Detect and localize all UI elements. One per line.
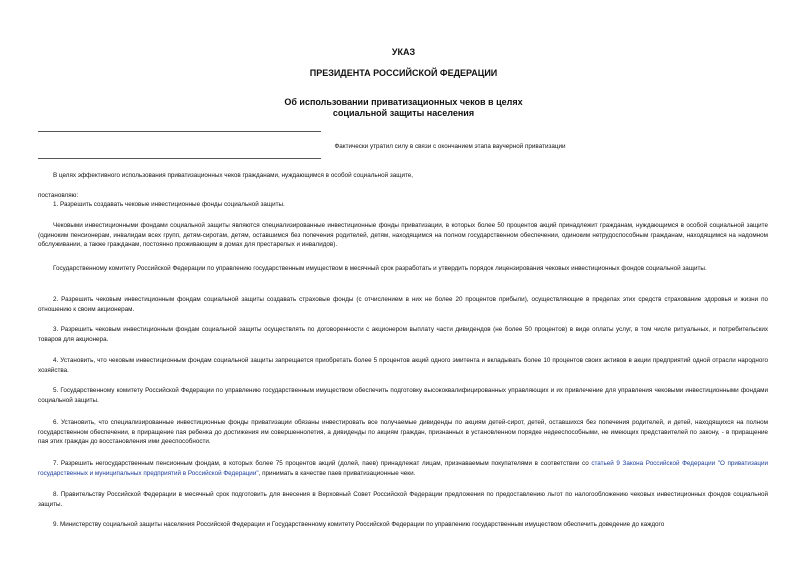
doc-subtitle-line1: Об использовании приватизационных чеков в целях xyxy=(284,97,523,107)
paragraph-5: 5. Государственному комитету Российской Федерации по управлению государственным имуществом обеспечить подготовку высококвалифицированных управляющих и их привлечение для управления чековыми инвестиционными фондами социальной защиты. xyxy=(38,387,768,404)
intro-paragraph: В целях эффективного использования приватизационных чеков гражданами, нуждающимся в особой социальной защите, xyxy=(53,172,414,179)
paragraph-8: 8. Правительству Российской Федерации в месячный срок подготовить для внесения в Верховный Совет Российской Федерации предложения по предоставлению льгот по налогообложению чековых инвестиционных фондов социальной защиты. xyxy=(38,491,768,508)
status-note: Фактически утратил силу в связи с окончанием этапа ваучерной приватизации xyxy=(334,143,566,150)
doc-title-president: ПРЕЗИДЕНТА РОССИЙСКОЙ ФЕДЕРАЦИИ xyxy=(309,68,498,78)
paragraph-4: 4. Установить, что чековым инвестиционным фондам социальной защиты запрещается приобретать более 5 процентов акций одного эмитента и вкладывать более 10 процентов своих активов в акции предприятий одной отрасли народного хозяйства. xyxy=(38,357,768,374)
paragraph-1: 1. Разрешить создавать чековые инвестиционные фонды социальной защиты. xyxy=(53,201,285,208)
paragraph-1b: Чековыми инвестиционными фондами социальной защиты являются специализированные инвестиционные фонды приватизации, в которых более 50 процентов акций принадлежит гражданам, нуждающимся в особой социальной защите (одиноким пенсионерам, инвалидам всех групп, детям-сиротам, детям, оставшимся без попечения родителей, детям, находящимся на полном государственном обеспечении, одиноким нетрудоспособным гражданам, находящимся на надомном обслуживании, а также гражданам, постоянно проживающим в домах для престарелых и инвалидов). xyxy=(38,222,768,248)
paragraph-3: 3. Разрешить чековым инвестиционным фондам социальной защиты осуществлять по договоренности с акционером выплату части дивидендов (не более 50 процентов) в виде оплаты услуг, в том числе ритуальных, и потребительских товаров для акционера. xyxy=(38,326,768,343)
paragraph-9: 9. Министерству социальной защиты населения Российской Федерации и Государственному комитету Российской Федерации по управлению государственным имуществом обеспечить доведение до каждого xyxy=(53,521,665,528)
doc-subtitle-line2: социальной защиты населения xyxy=(332,108,475,118)
divider-bottom xyxy=(38,158,321,159)
paragraph-7-text-end: , принимать в качестве паев приватизационные чеки. xyxy=(258,469,416,477)
paragraph-6: 6. Установить, что специализированные инвестиционные фонды приватизации обязаны инвестировать все получаемые дивиденды по акциям детей-сирот, детей, оставшихся без попечения родителей, и детей, находящихся на полном государственном обеспечении, в приращение пая ребенка до достижения им совершеннолетия, а дивиденды по акциям граждан, признанных в установленном порядке недееспособными, не имеющих представителей по закону, - в приращение пая этих граждан до восстановления ими дееспособности. xyxy=(38,419,768,445)
doc-title-decree: УКАЗ xyxy=(391,47,416,57)
paragraph-7 xyxy=(38,459,768,478)
decree-word: постановляю: xyxy=(38,192,79,199)
paragraph-1c: Государственному комитету Российской Федерации по управлению государственным имуществом в месячный срок разработать и утвердить порядок лицензирования чековых инвестиционных фондов социальной защиты. xyxy=(53,265,707,272)
divider-top xyxy=(38,131,321,132)
law-article-link[interactable]: статьей 9 Закона Российской Федерации "О приватизации государственных и муниципальных предприятий в Российской Федерации" xyxy=(38,460,768,477)
paragraph-7-text-start: 7. Разрешить негосударственным пенсионным фондам, в которых более 75 процентов акций (долей, паев) принадлежат лицам, признаваемым покупателями в соответствии со xyxy=(53,460,592,467)
paragraph-2: 2. Разрешить чековым инвестиционным фондам социальной защиты создавать страховые фонды (с отчислением в них не более 20 процентов прибыли), осуществляющие в пределах этих средств страхование здоровья и жизни по отношению к своим акционерам. xyxy=(38,296,768,313)
